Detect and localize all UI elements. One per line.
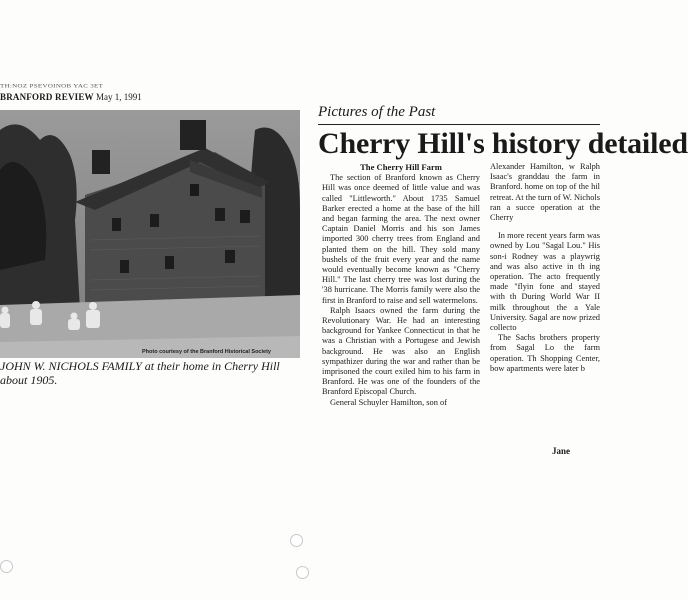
kicker-rule xyxy=(318,124,600,125)
paragraph: The section of Branford known as Cherry Hill was once deemed of little value and was called "Littleworth." About 1735 Samuel Barker erected a home at the base of the hill and began farming the area. The next owner Captain Daniel Morris and his son James imported 300 cherry trees from England and planted them on the hill. They sold many bushels of the fruit every year and the name would eventually become known as "Cherry Hill." The last cherry tree was lost during the '38 hurricane. The Morris family were also the first in Branford to raise and sell watermelons. xyxy=(322,173,480,305)
article-subhead: The Cherry Hill Farm xyxy=(360,162,442,172)
paragraph: General Schuyler Hamilton, son of xyxy=(330,397,447,407)
photo-caption: JOHN W. NICHOLS FAMILY at their home in Cherry Hill about 1905. xyxy=(0,359,280,387)
article-column-1 xyxy=(322,162,480,408)
punch-hole xyxy=(296,566,309,579)
photo-credit: Photo courtesy of the Branford Historical Society xyxy=(142,349,271,355)
section-kicker: Pictures of the Past xyxy=(318,104,436,120)
paper-masthead xyxy=(0,92,142,102)
paper-name: BRANFORD REVIEW xyxy=(0,92,94,102)
paragraph: Ralph Isaacs owned the farm during the Revolutionary War. He had an interesting background for Yankee Connecticut in that he was a Christian with a Portugese and Jewish background. He was also an English sympathizer during the war and rather than be imprisoned the court exiled him to his farm in Branford. He was one of the founders of the Branford Episcopal Church. xyxy=(322,305,480,397)
paragraph: Alexander Hamilton, w Ralph Isaac's granddau the farm in Branford. home on top of the hil retreat. At the turn of W. Nichols ran a succe operation at the Cherry xyxy=(490,162,600,223)
byline: Jane xyxy=(552,446,570,456)
article-headline: Cherry Hill's history detailed xyxy=(318,127,688,160)
punch-hole xyxy=(0,560,13,573)
historic-photo xyxy=(0,110,300,358)
punch-hole xyxy=(290,534,303,547)
bleed-through-text: TH:NOZ PSEVOINOB YAC 3ET xyxy=(0,82,104,90)
paragraph: The Sachs brothers property from Sagal Lo the farm operation. Th Shopping Center, bow apartments were later b xyxy=(490,333,600,373)
article-column-2 xyxy=(490,162,600,374)
publication-date: May 1, 1991 xyxy=(96,92,142,102)
paragraph: In more recent years farm was owned by Lou "Sagal Lou." His son-i Rodney was a playwrig and was also active in th ing operation. The acto frequently made "flyin fone and stayed with th During World War II milk throughout the a Yale University. Sagal are now prized collecto xyxy=(490,231,600,333)
